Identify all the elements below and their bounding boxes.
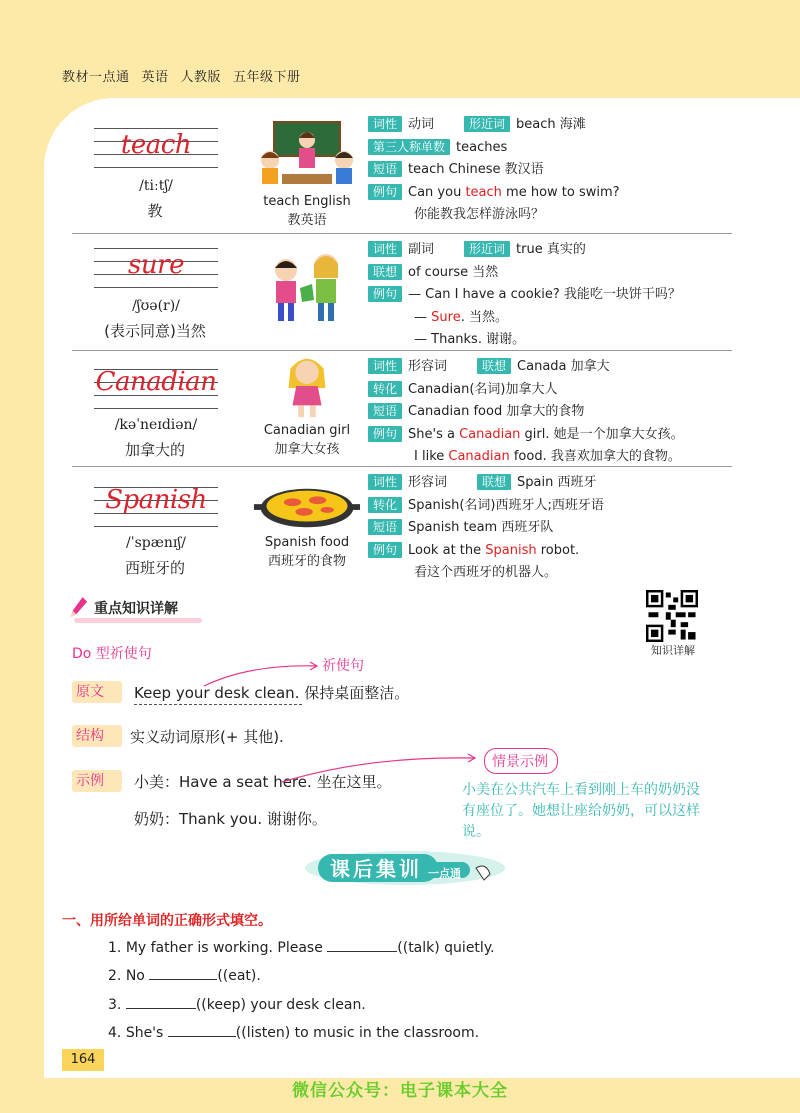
vocab-word: sure (128, 250, 184, 280)
answer-blank[interactable] (327, 939, 397, 952)
tag-phrase: 短语 (368, 519, 402, 535)
tag-example: 例句 (368, 426, 402, 442)
tag-association: 联想 (477, 358, 511, 374)
info-text: 看这个西班牙的机器人。 (414, 565, 558, 580)
item-number: 1. (108, 940, 122, 956)
vocab-row-spanish (72, 467, 732, 585)
scene-label: 情景示例 (492, 754, 548, 770)
vocab-meaning: (表示同意)当然 (104, 322, 206, 340)
vocab-phonetic: /ʃʊə(r)/ (132, 298, 180, 314)
tag-third-person: 第三人称单数 (368, 139, 450, 155)
vocab-caption (242, 533, 372, 571)
answer-blank[interactable] (149, 967, 217, 980)
header-subject: 英语 (141, 70, 169, 85)
answer-blank[interactable] (168, 1024, 236, 1037)
info-text: girl. 她是一个加拿大女孩。 (520, 426, 684, 442)
info-text: 形容词 (408, 475, 448, 490)
info-text: me how to swim? (501, 184, 620, 200)
info-text: of course 当然 (408, 264, 499, 280)
info-text: Spanish(名词)西班牙人;西班牙语 (408, 497, 604, 513)
item-hint: (eat). (222, 968, 261, 984)
label-example: 示例 (72, 770, 122, 792)
example-line-2: 奶奶：Thank you. 谢谢你。 (134, 810, 327, 828)
tag-example: 例句 (368, 542, 402, 558)
item-hint: (keep) your desk clean. (201, 997, 366, 1013)
banner-title: 课后集训 (330, 857, 422, 881)
tag-example: 例句 (368, 286, 402, 302)
original-sentence: Keep your desk clean. 保持桌面整洁。 (134, 684, 410, 702)
header-grade: 五年级下册 (233, 70, 301, 85)
vocab-row-canadian (72, 351, 732, 467)
caption-en: Spanish food (264, 535, 350, 550)
info-text: I like (414, 449, 449, 464)
tag-similar: 形近词 (464, 241, 510, 257)
vocab-word: teach (120, 130, 192, 160)
label-structure: 结构 (72, 725, 122, 747)
tag-similar: 形近词 (464, 116, 510, 132)
vocab-info (368, 356, 684, 469)
tag-phrase: 短语 (368, 161, 402, 177)
info-text: Spain 西班牙 (517, 475, 597, 490)
vocab-phonetic: /tiːtʃ/ (139, 178, 173, 194)
highlight-word: Canadian (459, 426, 521, 442)
header-edition: 人教版 (180, 70, 222, 85)
info-text: She's a (408, 426, 460, 442)
info-text: 你能教我怎样游泳吗？ (414, 207, 545, 222)
caption-zh: 教英语 (287, 213, 327, 228)
item-hint: (listen) to music in the classroom. (241, 1025, 480, 1041)
exercise-item: 3. ((keep) your desk clean. (108, 997, 366, 1013)
info-text: — (414, 309, 432, 325)
info-text: . 当然。 (460, 309, 508, 325)
vocab-info (368, 472, 604, 585)
knowledge-title: 重点知识详解 (94, 601, 178, 617)
vocab-word: Spanish (105, 485, 207, 515)
caption-en: teach English (263, 194, 351, 209)
banner-subtitle: 一点通 (428, 867, 461, 880)
caption-zh: 西班牙的食物 (267, 554, 346, 569)
info-text: teaches (456, 139, 508, 155)
tag-pos: 词性 (368, 241, 402, 257)
cookie-sharing-illustration (252, 248, 362, 328)
info-text: robot. (536, 542, 580, 558)
info-text: 副词 (408, 242, 435, 257)
vocab-caption (242, 421, 372, 459)
vocab-info (368, 239, 681, 352)
item-number: 2. (108, 968, 122, 984)
vocab-word: Canadian (95, 367, 217, 397)
vocab-caption (242, 192, 372, 230)
info-text: Canadian(名词)加拿大人 (408, 381, 558, 397)
caption-en: Canadian girl (263, 423, 351, 438)
info-text: Spanish team 西班牙队 (408, 520, 554, 535)
tag-pos: 词性 (368, 474, 402, 490)
tag-conversion: 转化 (368, 381, 402, 397)
tag-pos: 词性 (368, 116, 402, 132)
tag-association: 联想 (477, 474, 511, 490)
teacher-students-illustration (252, 118, 362, 188)
tag-conversion: 转化 (368, 497, 402, 513)
item-text: She's (125, 1025, 168, 1041)
info-text: true 真实的 (516, 242, 586, 257)
page-number: 164 (62, 1049, 104, 1071)
item-text: No (125, 968, 150, 984)
vocab-row-sure (72, 234, 732, 351)
info-text: — Can I have a cookie? 我能吃一块饼干吗？ (408, 287, 681, 302)
tag-phrase: 短语 (368, 403, 402, 419)
info-text: — Thanks. 谢谢。 (414, 332, 526, 347)
tag-association: 联想 (368, 264, 402, 280)
info-text: teach Chinese 教汉语 (408, 162, 544, 177)
pattern-title: Do 型祈使句 (72, 646, 152, 662)
vocab-phonetic: /kəˈneɪdiən/ (114, 417, 198, 433)
item-hint: (talk) quietly. (402, 940, 495, 956)
header-book: 教材一点通 (62, 70, 130, 85)
scene-arrow (278, 748, 478, 788)
pencil-icon (70, 596, 88, 618)
exercise-item: 2. No ((eat). (108, 968, 261, 984)
info-text: Can you (408, 184, 466, 200)
label-original: 原文 (72, 681, 122, 703)
footer-watermark: 微信公众号：电子课本大全 (292, 1081, 508, 1101)
info-text: Canadian food 加拿大的食物 (408, 404, 585, 419)
item-text: My father is working. Please (125, 940, 328, 956)
exercise-title: 一、用所给单词的正确形式填空。 (62, 913, 272, 929)
original-underline (134, 703, 302, 705)
vocab-meaning: 西班牙的 (124, 559, 185, 577)
info-text: Canada 加拿大 (517, 359, 610, 374)
tag-example: 例句 (368, 184, 402, 200)
vocab-meaning: 加拿大的 (124, 441, 185, 459)
info-text: food. 我喜欢加拿大的食物。 (509, 449, 681, 464)
scene-note: 小美在公共汽车上看到刚上车的奶奶没有座位了。她想让座给奶奶，可以这样说。 (462, 782, 700, 840)
paella-pan-illustration (252, 481, 362, 535)
example-line-1: 小美：Have a seat here. 坐在这里。 (134, 773, 392, 791)
highlight-word: Canadian (448, 449, 510, 464)
callout-imperative: 祈使句 (322, 658, 364, 674)
info-text: beach 海滩 (516, 117, 586, 132)
exercise-item: 4. She's ((listen) to music in the classroom. (108, 1025, 480, 1041)
info-text: 动词 (408, 117, 435, 132)
item-number: 4. (108, 1025, 122, 1041)
answer-blank[interactable] (126, 996, 196, 1009)
caption-zh: 加拿大女孩 (274, 442, 340, 457)
info-text: Look at the (408, 542, 486, 558)
tag-pos: 词性 (368, 358, 402, 374)
exercise-item: 1. My father is working. Please ((talk) quietly. (108, 940, 495, 956)
item-number: 3. (108, 997, 122, 1013)
canadian-girl-illustration (252, 353, 362, 419)
vocab-row-teach (72, 112, 732, 234)
vocab-info (368, 114, 620, 227)
info-text: 形容词 (408, 359, 448, 374)
highlight-word: teach (465, 184, 502, 200)
highlight-word: Sure (431, 309, 461, 325)
structure-text: 实义动词原形(+ 其他). (130, 728, 284, 746)
vocab-meaning: 教 (147, 202, 163, 220)
page-header (62, 66, 313, 85)
qr-caption: 知识详解 (651, 644, 695, 657)
title-underline (74, 618, 202, 623)
vocab-phonetic: /ˈspænɪʃ/ (126, 535, 186, 551)
qr-code-icon[interactable] (646, 590, 698, 642)
highlight-word: Spanish (485, 542, 537, 558)
